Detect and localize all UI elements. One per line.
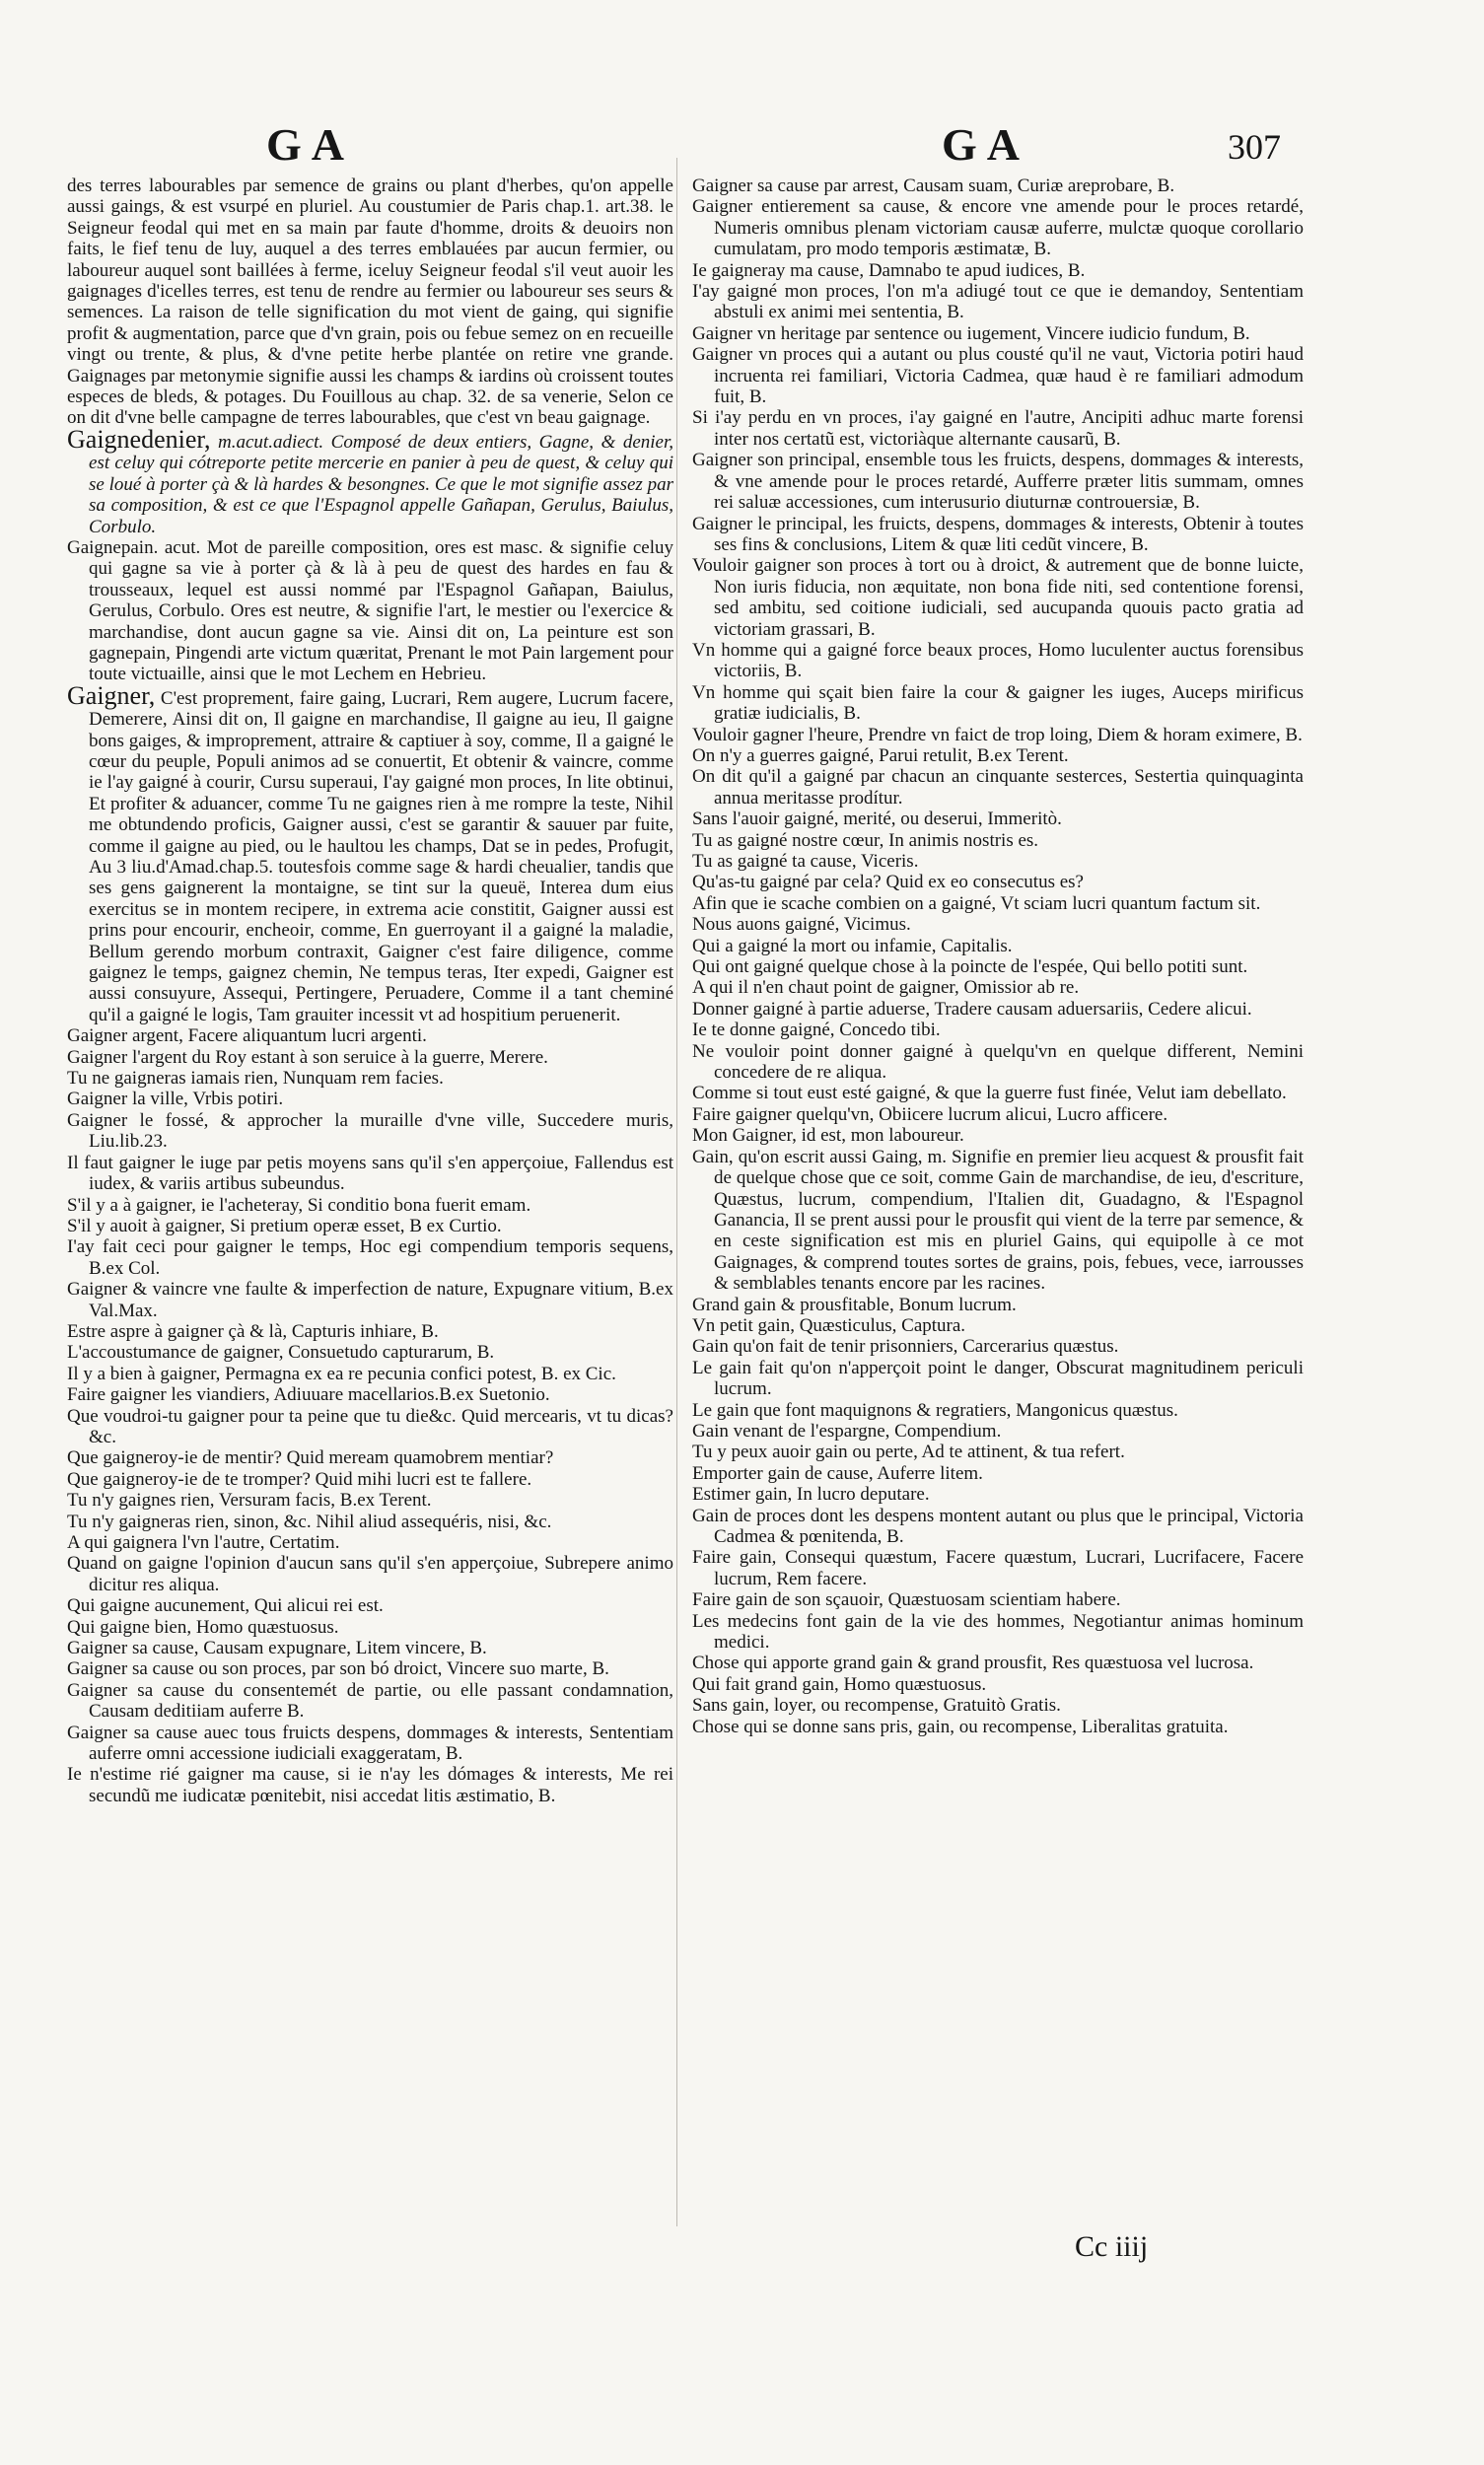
entry-line: Que voudroi-tu gaigner pour ta peine que tu die&c. Quid mercearis, vt tu dicas? &c.	[67, 1405, 673, 1447]
entry-text: m.acut.adiect. Composé de deux entiers, Gagne, & denier, est celuy qui cótreporte petite mercerie en panier à peu de quest, & celuy qui se loué à porter çà & là hardes & besongnes. Ce que le mot signifie assez par sa composition, & est ce que l'Espagnol appelle Gañapan, Gerulus, Baiulus, Corbulo.	[89, 431, 674, 537]
entry-line: I'ay gaigné mon proces, l'on m'a adiugé tout ce que ie demandoy, Sententiam abstuli ex animi mei sententia, B.	[692, 281, 1304, 323]
entry-line: Gaigner le principal, les fruicts, despens, dommages & interests, Obtenir à toutes ses fins & conclusions, Litem & quæ liti cedũt vincere, B.	[692, 513, 1304, 555]
entry-line: Nous auons gaigné, Vicimus.	[692, 914, 911, 936]
entry-line: Gaigner sa cause, Causam expugnare, Litem vincere, B.	[67, 1638, 487, 1659]
entry-line: Gain qu'on fait de tenir prisonniers, Carcerarius quæstus.	[692, 1336, 1119, 1358]
entry-line: Tu n'y gaigneras rien, sinon, &c. Nihil aliud assequéris, nisi, &c.	[67, 1511, 552, 1532]
entry-line: Gaigner l'argent du Roy estant à son seruice à la guerre, Merere.	[67, 1046, 548, 1068]
entry-line: A qui gaignera l'vn l'autre, Certatim.	[67, 1532, 340, 1553]
entry-line: Gaigner sa cause du consentemét de partie, ou elle passant condamnation, Causam deditiiam auferre B.	[67, 1679, 673, 1723]
entry-line: A qui il n'en chaut point de gaigner, Omissior ab re.	[692, 977, 1080, 999]
entry-line: Tu ne gaigneras iamais rien, Nunquam rem facies.	[67, 1068, 444, 1090]
page-header	[0, 118, 1484, 168]
entry-gaignepain: Gaignepain. acut. Mot de pareille composition, ores est masc. & signifie celuy qui gagne sa vie à porter çà & là à peu de quest des hardes en fau & trousseaux, lequel est aussi nommé par l'Espagnol Gañapan, Baiulus, Gerulus, Corbulo. Ores est neutre, & signifie l'art, le mestier ou l'exercice & marchandise, dont aucun gagne sa vie. Ainsi dit on, La peinture est son gagnepain, Pingendi arte victum quæritat, Prenant le mot Pain largement pour toute victuaille, ainsi que le mot Lechem en Hebrieu.	[67, 536, 673, 685]
running-head-right: GA	[942, 119, 1029, 170]
entry-line: Ie te donne gaigné, Concedo tibi.	[692, 1020, 941, 1041]
entry-line: Sans l'auoir gaigné, merité, ou deserui, Immeritò.	[692, 809, 1062, 830]
column-divider	[676, 158, 677, 2226]
entry-line: Estimer gain, In lucro deputare.	[692, 1484, 930, 1506]
entry-line: Le gain que font maquignons & regratiers, Mangonicus quæstus.	[692, 1399, 1178, 1421]
entry-gaigner	[67, 680, 673, 1026]
entry-continuation: des terres labourables par semence de grains ou plant d'herbes, qu'on appelle aussi gaings, & est vsurpé en pluriel. Au coustumier de Paris chap.1. art.38. le Seigneur feodal qui met en sa main par faute d'homme, droits & deuoirs non faits, le fief tenu de luy, auquel a des terres emblauées par aucun fermier, ou laboureur auquel sont baillées à ferme, iceluy Seigneur feodal s'il veut auoir les gaignages d'icelles terres, est tenu de rendre au fermier ou laboureur ses seurs & semences. La raison de telle signification du mot vient de gaing, qui signifie profit & augmentation, parce que d'vn grain, pois ou febue semez on en recueille vingt ou trente, & plus, & d'vne petite herbe plantée on retire vne grande. Gaignages par metonymie signifie aussi les champs & iardins où croissent toutes especes de bleds, & potages. Du Fouillous au chap. 32. de sa venerie, Selon ce on dit d'vne belle campagne de terres labourables, que c'est vn beau gaignage.	[67, 176, 673, 429]
entry-line: Gaigner le fossé, & approcher la muraille d'vne ville, Succedere muris, Liu.lib.23.	[67, 1109, 673, 1153]
entry-line: Gaigner sa cause ou son proces, par son bó droict, Vincere suo marte, B.	[67, 1658, 609, 1680]
entry-line: Grand gain & prousfitable, Bonum lucrum.	[692, 1294, 1017, 1315]
left-column	[67, 176, 673, 1806]
entry-line: I'ay fait ceci pour gaigner le temps, Hoc egi compendium temporis sequens, B.ex Col.	[67, 1236, 673, 1279]
entry-line: Tu n'y gaignes rien, Versuram facis, B.ex Terent.	[67, 1490, 432, 1512]
entry-line: Gaigner & vaincre vne faulte & imperfection de nature, Expugnare vitium, B.ex Val.Max.	[67, 1279, 673, 1321]
entry-line: Que gaigneroy-ie de mentir? Quid meream quamobrem mentiar?	[67, 1447, 554, 1469]
entry-line: Gaigner sa cause auec tous fruicts despens, dommages & interests, Sententiam auferre omni accessione iudiciali exaggeratam, B.	[67, 1722, 673, 1765]
entry-line: Faire gain, Consequi quæstum, Facere quæstum, Lucrari, Lucrifacere, Facere lucrum, Rem facere.	[692, 1547, 1304, 1589]
entry-line: Donner gaigné à partie aduerse, Tradere causam aduersariis, Cedere alicui.	[692, 998, 1252, 1020]
entry-line: Vn petit gain, Quæsticulus, Captura.	[692, 1314, 966, 1336]
entry-line: On n'y a guerres gaigné, Parui retulit, B.ex Terent.	[692, 744, 1069, 766]
right-column	[692, 176, 1304, 1737]
entry-line: Il faut gaigner le iuge par petis moyens sans qu'il s'en apperçoiue, Fallendus est iudex, & variis artibus subeundus.	[67, 1152, 673, 1195]
entry-line: Que gaigneroy-ie de te tromper? Quid mihi lucri est te fallere.	[67, 1468, 532, 1490]
entry-line: Sans gain, loyer, ou recompense, Gratuitò Gratis.	[692, 1695, 1061, 1717]
entry-line: L'accoustumance de gaigner, Consuetudo capturarum, B.	[67, 1342, 495, 1364]
entry-line: Tu as gaigné ta cause, Viceris.	[692, 851, 919, 872]
entry-line: Ie n'estime rié gaigner ma cause, si ie n'ay les dómages & interests, Me rei secundũ me iudicatæ pœnitebit, nisi accedat litis æstimatio, B.	[67, 1764, 673, 1806]
entry-line: S'il y auoit à gaigner, Si pretium operæ esset, B ex Curtio.	[67, 1215, 502, 1236]
entry-line: Gain venant de l'espargne, Compendium.	[692, 1420, 1002, 1442]
entry-gaignedenier	[67, 424, 674, 537]
entry-line: Estre aspre à gaigner çà & là, Capturis inhiare, B.	[67, 1320, 439, 1342]
entry-line: Qui a gaigné la mort ou infamie, Capitalis.	[692, 935, 1013, 956]
entry-line: Faire gaigner les viandiers, Adiuuare macellarios.B.ex Suetonio.	[67, 1384, 550, 1406]
entry-line: Tu as gaigné nostre cœur, In animis nostris es.	[692, 829, 1039, 851]
entry-line: Si i'ay perdu en vn proces, i'ay gaigné en l'autre, Ancipiti adhuc marte forensi inter nos certatũ est, victoriàque alternante causarũ, B.	[692, 407, 1304, 450]
entry-line: Gaigner argent, Facere aliquantum lucri argenti.	[67, 1025, 427, 1047]
entry-line: Gaigner entierement sa cause, & encore vne amende pour le proces retardé, Numeris omnibus plenam victoriam causæ auferre, mulctæ quoque corollario cumulatam, pro modo temporis æstimatæ, B.	[692, 196, 1304, 260]
entry-line: Qui gaigne aucunement, Qui alicui rei est.	[67, 1595, 384, 1617]
entry-line: S'il y a à gaigner, ie l'acheteray, Si conditio bona fuerit emam.	[67, 1194, 531, 1216]
entry-line: Vouloir gagner l'heure, Prendre vn faict de trop loing, Diem & horam eximere, B.	[692, 724, 1303, 745]
entry-line: Ie gaigneray ma cause, Damnabo te apud iudices, B.	[692, 259, 1086, 281]
entry-line: Vn homme qui sçait bien faire la cour & gaigner les iuges, Auceps mirificus gratiæ iudicialis, B.	[692, 681, 1304, 725]
entry-line: Vn homme qui a gaigné force beaux proces, Homo luculenter auctus forensibus victoriis, B.	[692, 639, 1304, 682]
entry-line: Mon Gaigner, id est, mon laboureur.	[692, 1125, 964, 1147]
entry-line: Vouloir gaigner son proces à tort ou à droict, & autrement que de bonne luicte, Non iuris fiducia, non æquitate, non bona fide niti, sed contentione forensi, sed ambitu, sed coitione iudiciali, sed aucupanda quouis pacto gratia ad victoriam grassari, B.	[692, 555, 1304, 640]
entry-line: Gaigner vn proces qui a autant ou plus cousté qu'il ne vaut, Victoria potiri haud incruenta rei familiari, Victoria Cadmea, quæ haud è re familiari admodum fuit, B.	[692, 344, 1304, 408]
entry-line: Gain de proces dont les despens montent autant ou plus que le principal, Victoria Cadmea & pœnitenda, B.	[692, 1505, 1304, 1547]
page-number: 307	[1228, 127, 1281, 167]
signature-mark: Cc iiij	[1075, 2230, 1149, 2263]
entry-line: Le gain fait qu'on n'apperçoit point le danger, Obscurat magnitudinem periculi lucrum.	[692, 1357, 1304, 1400]
entry-line: Qu'as-tu gaigné par cela? Quid ex eo consecutus es?	[692, 872, 1084, 893]
entry-line: Chose qui se donne sans pris, gain, ou recompense, Liberalitas gratuita.	[692, 1716, 1229, 1737]
entry-line: Tu y peux auoir gain ou perte, Ad te attinent, & tua refert.	[692, 1442, 1125, 1463]
running-head-left: GA	[266, 119, 354, 170]
entry-line: Faire gain de son sçauoir, Quæstuosam scientiam habere.	[692, 1589, 1121, 1611]
headword: Gaignedenier,	[67, 424, 211, 454]
entry-line: Il y a bien à gaigner, Permagna ex ea re pecunia confici potest, B. ex Cic.	[67, 1363, 616, 1384]
entry-line: Ne vouloir point donner gaigné à quelqu'vn en quelque different, Nemini concedere de re aliqua.	[692, 1040, 1304, 1084]
entry-line: Qui fait grand gain, Homo quæstuosus.	[692, 1673, 987, 1695]
entry-line: Comme si tout eust esté gaigné, & que la guerre fust finée, Velut iam debellato.	[692, 1083, 1287, 1104]
entry-line: Gaigner sa cause par arrest, Causam suam, Curiæ areprobare, B.	[692, 176, 1175, 196]
entry-line: Qui gaigne bien, Homo quæstuosus.	[67, 1616, 339, 1638]
entry-line: On dit qu'il a gaigné par chacun an cinquante sesterces, Sestertia quinquaginta annua meritasse prodítur.	[692, 766, 1304, 809]
entry-line: Qui ont gaigné quelque chose à la poincte de l'espée, Qui bello potiti sunt.	[692, 956, 1248, 978]
entry-line: Gaigner son principal, ensemble tous les fruicts, despens, dommages & interests, & vne amende pour le proces retardé, Aufferre præter litis summam, omnes rei saluæ accessiones, cum interusurio diuturnæ controuersiæ, B.	[692, 450, 1304, 514]
entry-text: C'est proprement, faire gaing, Lucrari, Rem augere, Lucrum facere, Demerere, Ainsi dit on, Il gaigne en marchandise, Il gaigne au ieu, Il gaigne bons gaiges, & improprement, attraire & captiuer à soy, comme, Il a gaigné le cœur du peuple, Populi animos ad se conuertit, Et obtenir & vaincre, comme ie l'ay gaigné à courir, Cursu superaui, I'ay gaigné mon proces, In lite obtinui, Et profiter & aduancer, comme Tu ne gaignes rien à me rompre la teste, Nihil me obtundendo proficis, Gaigner aussi, c'est se garantir & sauuer par fuite, comme il gaigne au pied, ou le haultou les champs, Dat se in pedes, Profugit, Au 3 liu.d'Amad.chap.5. toutesfois comme sage & hardi cheualier, tandis que ses gens gaignerent la montaigne, se tint sur la queuë, Interea dum eius exercitus se in montem recipere, in extrema acie constitit, Gaigner aussi est prins pour encourir, encheoir, comme, En guerroyant il a gaigné la maladie, Bellum gerendo morbum contraxit, Gaigner c'est faire diligence, comme gaignez le temps, gaignez chemin, Ne tempus teras, Iter expedi, Gaigner est aussi consuyure, Assequi, Pertingere, Peruadere, Comme il a tant cheminé qu'il a gaigné le logis, Tam grauiter incessit vt ad hospitium peruenerit.	[89, 687, 673, 1025]
entry-line: Emporter gain de cause, Auferre litem.	[692, 1462, 983, 1484]
entry-line: Gaigner vn heritage par sentence ou iugement, Vincere iudicio fundum, B.	[692, 322, 1250, 344]
entry-line: Faire gaigner quelqu'vn, Obiicere lucrum alicui, Lucro afficere.	[692, 1103, 1168, 1125]
entry-line: Gaigner la ville, Vrbis potiri.	[67, 1089, 284, 1110]
headword: Gaigner,	[67, 680, 156, 710]
entry-line: Afin que ie scache combien on a gaigné, Vt sciam lucri quantum factum sit.	[692, 892, 1261, 914]
entry-line: Chose qui apporte grand gain & grand prousfit, Res quæstuosa vel lucrosa.	[692, 1653, 1254, 1674]
entry-gain: Gain, qu'on escrit aussi Gaing, m. Signifie en premier lieu acquest & prousfit fait de quelque chose que ce soit, comme Gain de marchandise, de ieu, d'escriture, Quæstus, lucrum, compendium, l'Italien dit, Guadagno, & l'Espagnol Ganancia, Il se prent aussi pour le prousfit qui vient de la terre par semence, & en ceste signification est mis en pluriel Gains, qui equipolle à ce mot Gaignages, & comprend toutes sortes de grains, pois, febues, vece, iarrousses & semblables tenants encore par les racines.	[692, 1146, 1304, 1295]
entry-line: Les medecins font gain de la vie des hommes, Negotiantur animas hominum medici.	[692, 1610, 1304, 1654]
entry-line: Quand on gaigne l'opinion d'aucun sans qu'il s'en apperçoiue, Subrepere animo dicitur res aliqua.	[67, 1553, 673, 1595]
